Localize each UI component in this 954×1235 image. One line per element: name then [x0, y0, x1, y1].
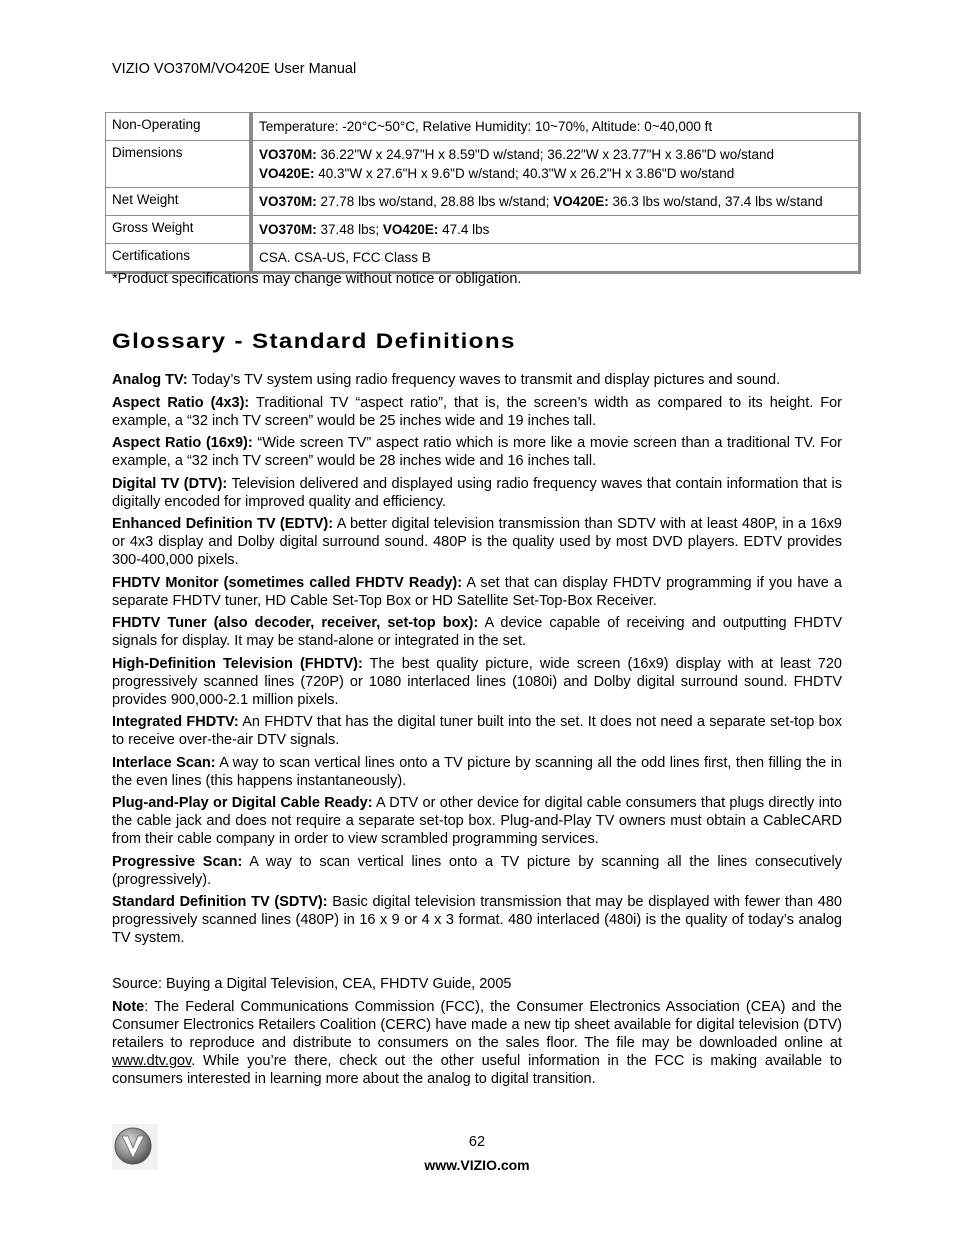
- glossary-term: Plug-and-Play or Digital Cable Ready:: [112, 795, 373, 811]
- glossary-definition: The best quality picture, wide screen (16x9) display with at least 720 progressively scanned lines (720P) or 1080 interlaced lines (1080i) and Dolby digital surround sound. FHDTV provides 900,000-2.1 million pixels.: [112, 655, 843, 708]
- glossary-definition: An FHDTV that has the digital tuner built into the set. It does not need a separate set-top box to receive over-the-air DTV signals.: [112, 714, 842, 748]
- model-label: VO420E:: [553, 194, 609, 209]
- spec-label: Net Weight: [106, 188, 252, 216]
- glossary-term: Progressive Scan:: [112, 853, 243, 870]
- spec-value-line: [259, 248, 852, 267]
- glossary-entry: [112, 713, 842, 749]
- glossary-term: FHDTV Monitor (sometimes called FHDTV Ready):: [112, 574, 463, 591]
- glossary-term: Aspect Ratio (4x3):: [112, 394, 250, 411]
- spec-value: [252, 141, 858, 188]
- spec-value-line: [259, 164, 852, 183]
- glossary-term: High-Definition Television (FHDTV):: [112, 655, 363, 672]
- glossary-heading: Glossary - Standard Definitions: [112, 330, 516, 353]
- spec-row: [106, 141, 858, 188]
- spec-value-line: [259, 145, 852, 164]
- spec-value-line: [259, 117, 852, 136]
- glossary-definition: Traditional TV “aspect ratio”, that is, the screen’s width as compared to its height. For example, a “32 inch TV screen” would be 25 inches wide and 19 inches tall.: [112, 394, 842, 429]
- spec-value: [252, 188, 858, 216]
- glossary-entry: [112, 794, 842, 848]
- glossary-term: Integrated FHDTV:: [112, 714, 239, 730]
- spec-value: [252, 216, 858, 244]
- glossary-entry: [112, 853, 842, 889]
- spec-text: 36.22"W x 24.97"H x 8.59"D w/stand; 36.22"W x 23.77"H x 3.86"D wo/stand: [316, 147, 775, 162]
- glossary-entry: [112, 434, 842, 470]
- glossary-term: Analog TV:: [112, 372, 188, 388]
- glossary-term: Standard Definition TV (SDTV):: [112, 894, 328, 910]
- page-number: 62: [468, 1134, 486, 1150]
- glossary-entry: [112, 394, 842, 430]
- model-label: VO420E:: [259, 166, 315, 181]
- note-text-after: . While you’re there, check out the other useful information in the FCC is making available to consumers interested in learning more about the analog to digital transition.: [112, 1053, 842, 1087]
- glossary-definition: A better digital television transmission than SDTV with at least 480P, in a 16x9 or 4x3 display and Dolby digital surround sound. 480P is the quality used by most DVD players. EDTV provides 300-400,000 pixels.: [112, 516, 842, 568]
- glossary-definition: Basic digital television transmission that may be displayed with fewer than 480 progressively scanned lines (480P) in 16 x 9 or 4 x 3 format. 480 interlaced (480i) is the quality of today’s analog TV system.: [112, 894, 842, 946]
- spec-value: [252, 113, 858, 141]
- spec-value: [252, 244, 858, 271]
- glossary-definition: Television delivered and displayed using radio frequency waves that contain information that is digitally encoded for improved quality and efficiency.: [112, 475, 842, 510]
- spec-text: 40.3"W x 27.6"H x 9.6"D w/stand; 40.3"W x 26.2"H x 3.86"D wo/stand: [314, 166, 735, 181]
- spec-text: Temperature: -20°C~50°C, Relative Humidity: 10~70%, Altitude: 0~40,000 ft: [259, 119, 713, 134]
- model-label: VO420E:: [382, 222, 439, 237]
- glossary-definition: A set that can display FHDTV programming if you have a separate FHDTV tuner, HD Cable Set-Top Box or HD Satellite Set-Top-Box Receiver.: [112, 574, 842, 609]
- glossary-list: [112, 371, 842, 952]
- glossary-entry: [112, 893, 842, 947]
- dtv-gov-link[interactable]: www.dtv.gov: [112, 1053, 192, 1069]
- glossary-entry: [112, 754, 842, 790]
- glossary-definition: A DTV or other device for digital cable consumers that plugs directly into the cable jack and does not require a separate set-top box. Plug-and-Play TV owners must obtain a CableCARD from their cable company in order to view scrambled programming services.: [112, 795, 842, 847]
- spec-row: [106, 188, 858, 216]
- spec-label: Dimensions: [106, 141, 252, 188]
- glossary-entry: [112, 371, 842, 389]
- note-label: Note: [112, 999, 145, 1015]
- glossary-term: FHDTV Tuner (also decoder, receiver, set-top box):: [112, 615, 479, 631]
- spec-label: Certifications: [106, 244, 252, 271]
- glossary-entry: [112, 574, 842, 610]
- spec-label: Gross Weight: [106, 216, 252, 244]
- page-header-title: VIZIO VO370M/VO420E User Manual: [112, 61, 357, 77]
- model-label: VO370M:: [259, 194, 317, 209]
- glossary-definition: A way to scan vertical lines onto a TV picture by scanning all the odd lines first, then filling the in the even lines (this happens instantaneously).: [112, 754, 842, 789]
- spec-text: 36.3 lbs wo/stand, 37.4 lbs w/stand: [608, 194, 823, 209]
- glossary-term: Aspect Ratio (16x9):: [112, 435, 253, 451]
- glossary-entry: [112, 515, 842, 569]
- spec-row: [106, 113, 858, 141]
- model-label: VO370M:: [259, 222, 317, 237]
- spec-text: 47.4 lbs: [438, 222, 490, 237]
- source-citation: Source: Buying a Digital Television, CEA, FHDTV Guide, 2005: [112, 976, 512, 992]
- glossary-term: Digital TV (DTV):: [112, 475, 228, 492]
- glossary-definition: Today’s TV system using radio frequency waves to transmit and display pictures and sound.: [187, 372, 781, 388]
- spec-value-line: [259, 220, 852, 239]
- spec-row: [106, 216, 858, 244]
- spec-label: Non-Operating: [106, 113, 252, 141]
- spec-footnote: *Product specifications may change without notice or obligation.: [112, 271, 522, 287]
- glossary-definition: A way to scan vertical lines onto a TV picture by scanning all the lines consecutively (progressively).: [112, 853, 842, 888]
- spec-value-line: [259, 192, 852, 211]
- spec-text: 37.48 lbs;: [316, 222, 383, 237]
- glossary-entry: [112, 475, 842, 511]
- glossary-term: Interlace Scan:: [112, 754, 216, 771]
- glossary-definition: A device capable of receiving and outputting FHDTV signals for display. It may be stand-alone or integrated in the set.: [112, 615, 842, 649]
- glossary-term: Enhanced Definition TV (EDTV):: [112, 516, 334, 532]
- website-footer: www.VIZIO.com: [424, 1157, 530, 1173]
- glossary-entry: [112, 655, 842, 709]
- spec-row: [106, 244, 858, 271]
- spec-text: CSA. CSA-US, FCC Class B: [259, 250, 431, 265]
- glossary-definition: “Wide screen TV” aspect ratio which is more like a movie screen than a traditional TV. For example, a “32 inch TV screen” would be 28 inches wide and 16 inches tall.: [112, 435, 842, 469]
- model-label: VO370M:: [259, 147, 317, 162]
- note-paragraph: [112, 998, 842, 1088]
- spec-text: 27.78 lbs wo/stand, 28.88 lbs w/stand;: [316, 194, 554, 209]
- glossary-entry: [112, 614, 842, 650]
- spec-table: [105, 112, 861, 274]
- note-text-before: : The Federal Communications Commission (FCC), the Consumer Electronics Association (CEA) and the Consumer Electronics Retailers Coalition (CERC) have made a new tip sheet available for digital television (DTV) retailers to reproduce and distribute to consumers on the sales floor. The file may be downloaded online at: [112, 999, 842, 1051]
